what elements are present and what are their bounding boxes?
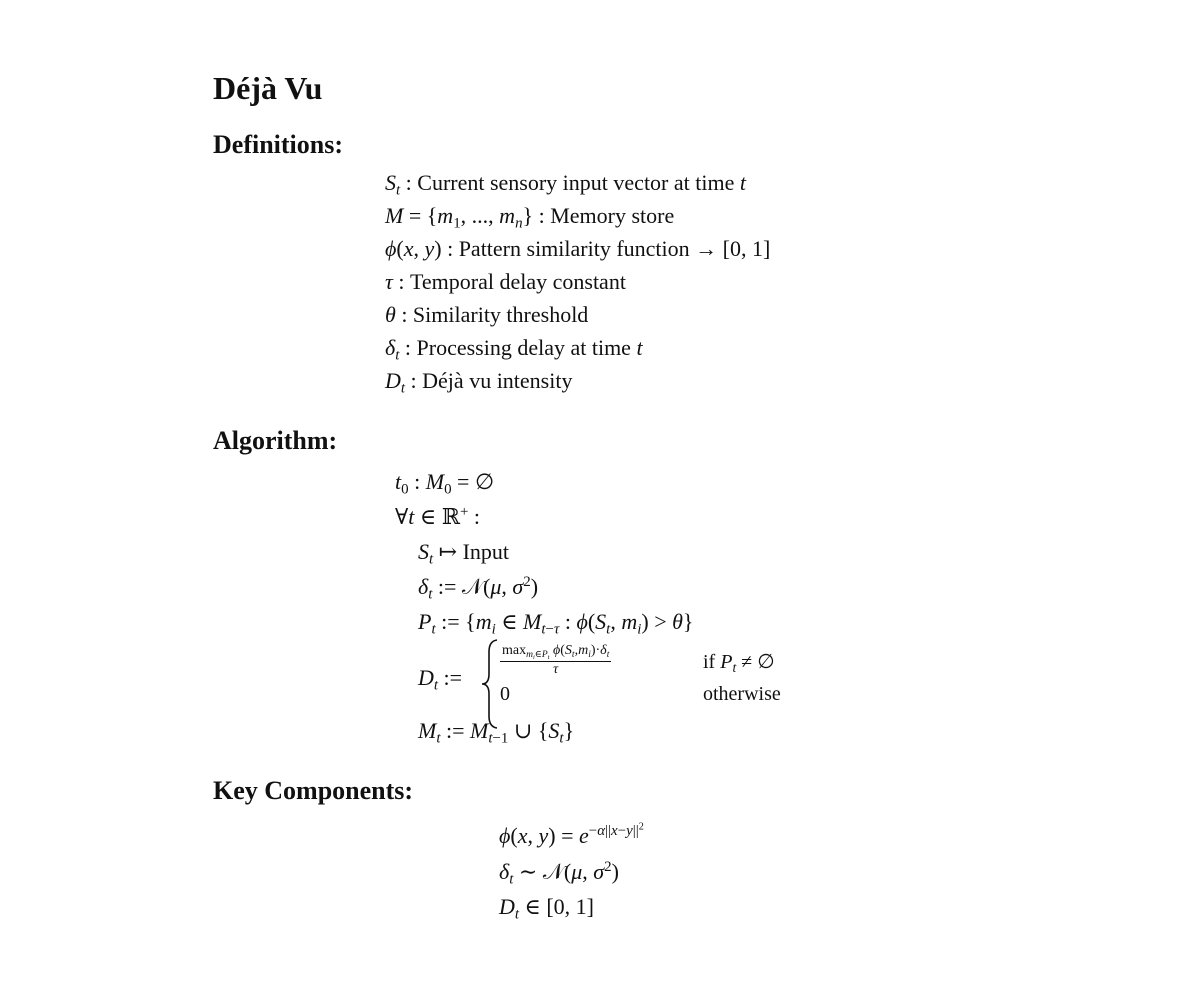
algorithm-heading: Algorithm:: [213, 426, 338, 455]
definition-similarity-function: ϕ(x, y) : Pattern similarity function → [0, 1]: [385, 236, 771, 261]
definition-temporal-delay: τ : Temporal delay constant: [385, 269, 626, 294]
key-components-heading: Key Components:: [213, 776, 414, 805]
algorithm-init: $t_0$ : $M_0$ = ∅: [395, 469, 495, 498]
component-delay-distribution: $\delta_t$ ∼ 𝒩(μ, $\sigma^2$): [499, 858, 619, 888]
definition-similarity-threshold: θ : Similarity threshold: [385, 302, 589, 327]
algorithm-forall: ∀t ∈ ℝ+ :: [395, 503, 481, 529]
case-otherwise: otherwise: [703, 683, 781, 705]
definitions-heading: Definitions:: [213, 130, 343, 159]
algorithm-pattern-step: $P_t$ := {$m_i$ ∈ $M_{t-\tau}$ : $\phi(S_t$, $m_i) > \theta$}: [418, 609, 694, 638]
definition-sensory-input: $S_t$ : Current sensory input vector at time t: [385, 170, 746, 199]
piecewise-brace: [479, 638, 501, 730]
algorithm-memory-update: $M_t$ := $M_{t-1}$ ∪ $\{S_t\}$: [418, 718, 575, 747]
page-title: Déjà Vu: [213, 70, 323, 106]
definition-processing-delay: $\delta_t$ : Processing delay at time t: [385, 335, 643, 364]
algorithm-input-step: $S_t$ ↦ Input: [418, 539, 510, 568]
component-similarity: ϕ(x, $y) = e^{-\alpha||x-y||^2}$: [499, 821, 644, 848]
case-if-condition: if $P_t$ ≠ ∅: [703, 651, 775, 676]
case-zero: 0: [500, 683, 510, 705]
component-intensity-range: $D_t$ ∈ [0, 1]: [499, 894, 594, 923]
definition-deja-vu-intensity: $D_t$ : Déjà vu intensity: [385, 368, 573, 397]
algorithm-intensity-lhs: $D_t$ :=: [418, 665, 463, 694]
intensity-fraction: $\max_{m_i\in P_t} \phi(S_t,m_i)\cdot\delta_t$ τ: [502, 643, 610, 677]
definition-memory-store: $M = \{m_1$, ..., $m_n$} : Memory store: [385, 203, 675, 232]
algorithm-delay-step: $\delta_t$ := 𝒩(μ, $\sigma^2$): [418, 573, 539, 603]
